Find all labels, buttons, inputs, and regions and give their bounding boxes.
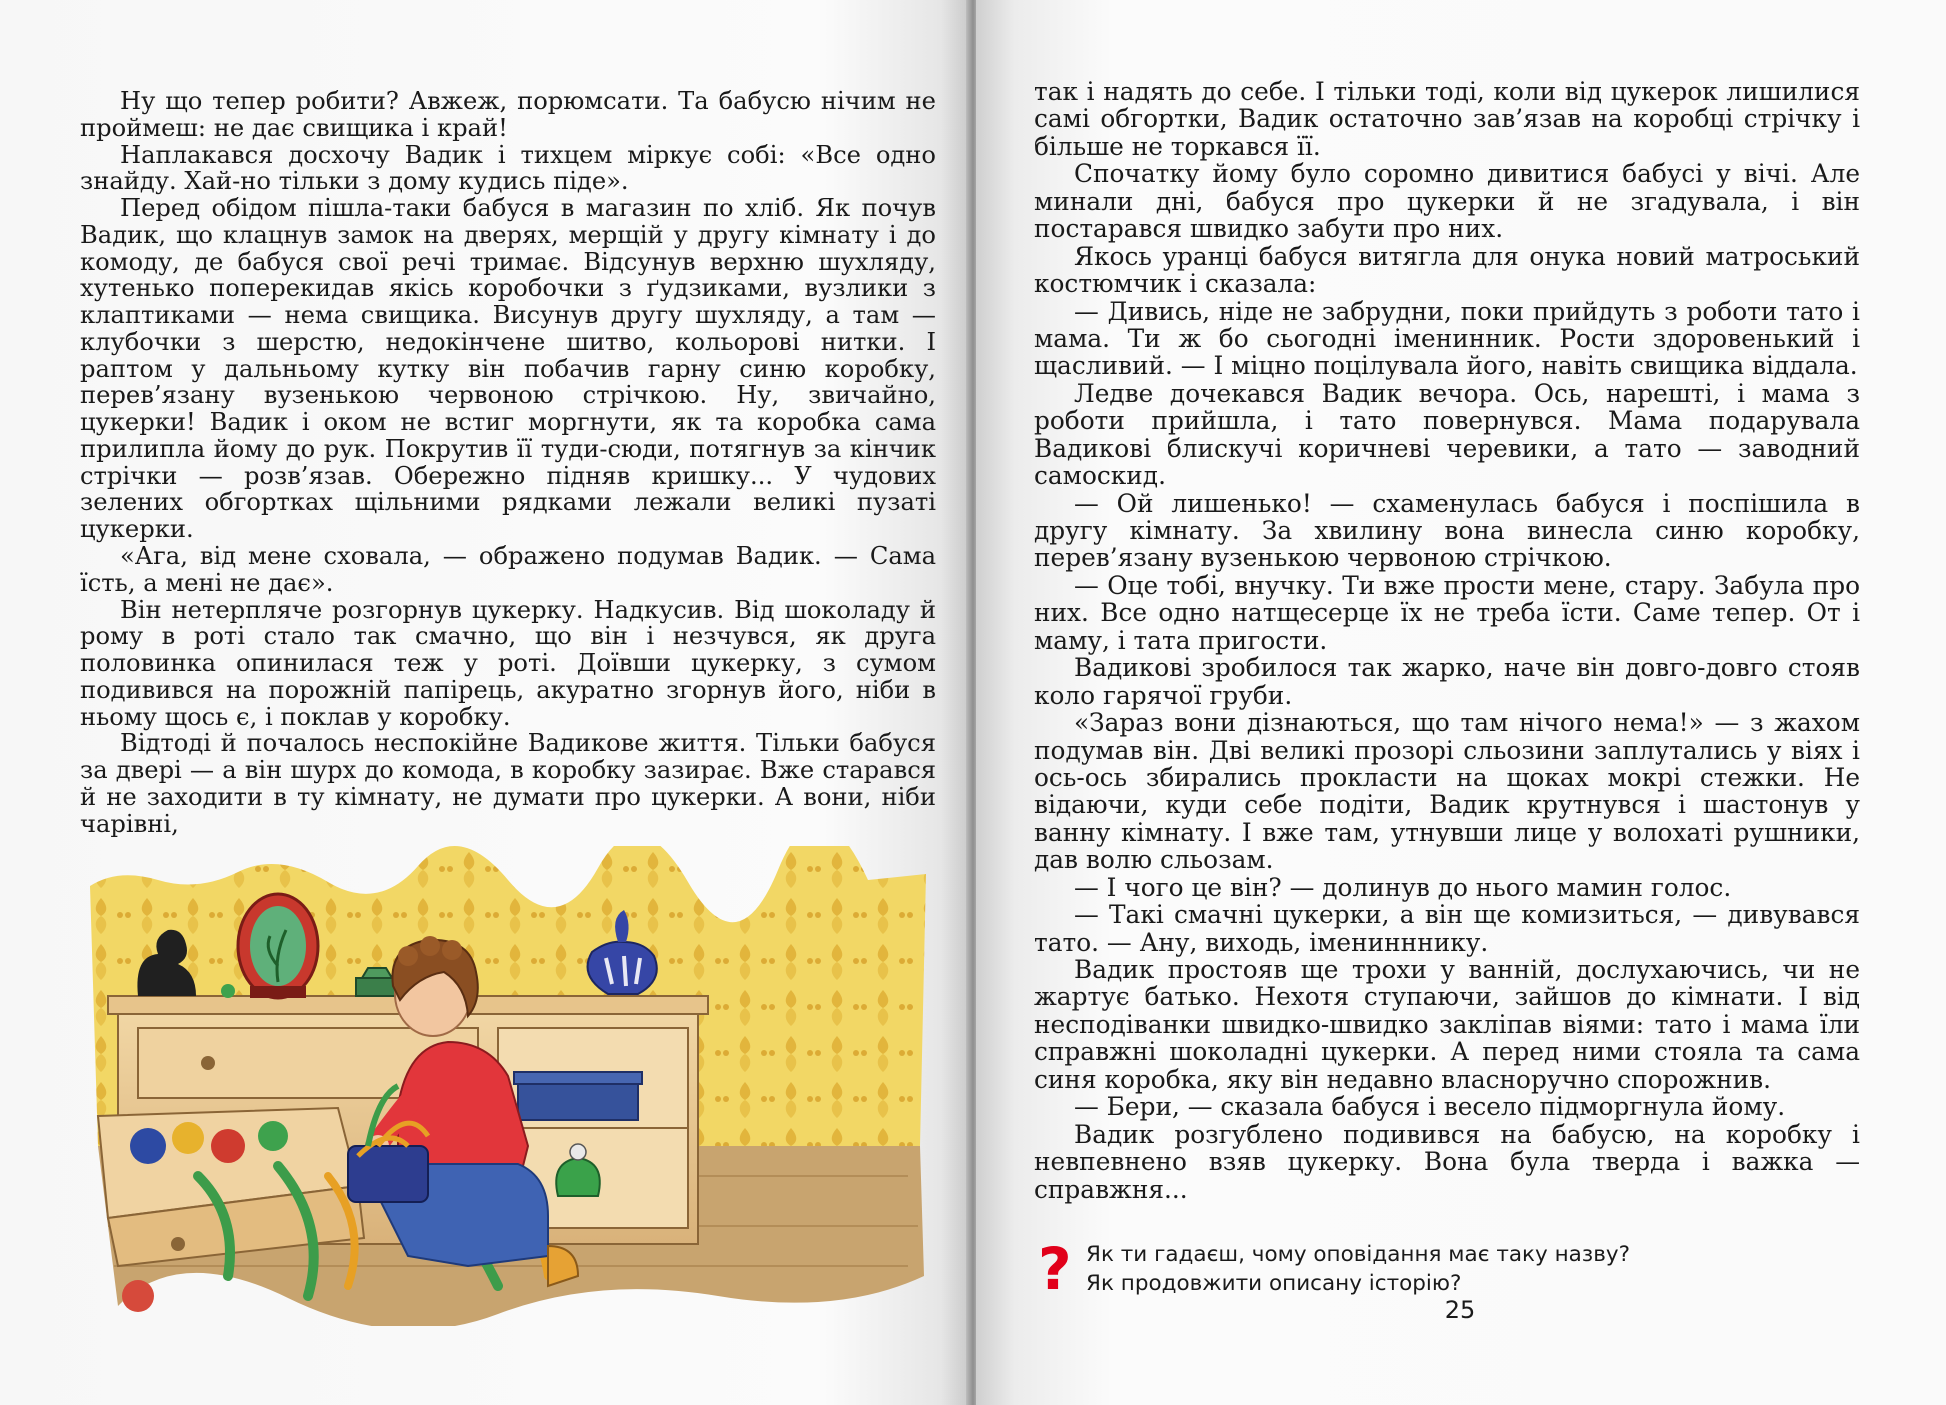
paragraph: — І чого це він? — долинув до нього мамин голос.: [1074, 872, 1732, 902]
paragraph: Вадик розгублено подивився на бабусю, на коробку і невпевнено взяв цукерку. Вона була тверда і важка — справжня...: [1034, 1119, 1860, 1204]
paragraph: Вадик простояв ще трохи у ванній, дослухаючись, чи не жартує батько. Нехотя ступаючи, зайшов до кімнати. І від несподіванки швидко-швидко закліпав віями: тато і мама їли справжні шоколадні цукерки. А перед ними стояла та сама синя коробка, яку він недавно власноручно спорожнив.: [1034, 955, 1860, 1094]
right-page-text: [1034, 78, 1860, 1203]
story-illustration: [78, 846, 938, 1326]
paragraph: Він нетерпляче розгорнув цукерку. Надкусив. Від шоколаду й рому в роті стало так смачно, що він і незчувся, як друга половинка опинилася теж у роті. Доївши цукерку, з сумом подивився на порожній папірець, акуратно згорнув його, ніби в ньому щось є, і поклав у коробку.: [80, 595, 936, 731]
paragraph: Ну що тепер робити? Авжеж, порюмсати. Та бабусю нічим не проймеш: не дає свищика і край!: [80, 87, 936, 142]
paragraph: Перед обідом пішла-таки бабуся в магазин по хліб. Як почув Вадик, що клацнув замок на дверях, мерщій у другу кімнату і до комоду, де бабуся свої речі тримає. Відсунув верхню шухляду, хутенько поперекидав якісь коробочки з ґудзиками, вузлики з клаптиками — нема свищика. Висунув другу шухляду, а там — клубочки з шерстю, недокінчене шитво, кольорові нитки. І раптом у дальньому кутку він побачив гарну синю коробку, перев’язану вузенькою червоною стрічкою. Ну, звичайно, цукерки! Вадик і оком не встиг моргнути, як та коробка сама прилипла йому до рук. Покрутив її туди-сюди, потягнув за кінчик стрічки — розв’язав. Обережно підняв кришку... У чудових зелених обгортках щільними рядками лежали великі пузаті цукерки.: [80, 194, 936, 544]
paragraph: так і надять до себе. І тільки тоді, коли від цукерок лишилися самі обгортки, Вадик остаточно зав’язав на коробці стрічку і більше не торкався її.: [1034, 77, 1860, 161]
question-item: Як продовжити описану історію?: [1086, 1271, 1462, 1296]
paragraph: — Такі смачні цукерки, а він ще комизиться, — дивувався тато. — Ану, виходь, іменинннику.: [1034, 900, 1860, 957]
paragraph: — Дивись, ніде не забрудни, поки прийдуть з роботи тато і мама. Ти ж бо сьогодні іменинник. Рости здоровенький і щасливий. — І міцно поцілувала його, навіть свищика віддала.: [1034, 296, 1860, 381]
paragraph: Якось уранці бабуся витягла для онука новий матроський костюмчик і сказала:: [1034, 241, 1860, 299]
paragraph: Відтоді й почалось неспокійне Вадикове життя. Тільки бабуся за двері — а він шурх до комода, в коробку зазирає. Вже старався й не заходити в ту кімнату, не думати про цукерки. А вони, ніби чарівні,: [80, 729, 936, 838]
paragraph: Наплакався досхочу Вадик і тихцем міркує собі: «Все одно знайду. Хай-но тільки з дому кудись піде».: [80, 140, 936, 196]
left-page: [0, 0, 970, 1405]
sugar-bowl: [588, 942, 657, 994]
left-page-text: [80, 88, 936, 837]
paragraph: — Оце тобі, внучку. Ти вже прости мене, стару. Забула про них. Все одно натщесерце їх не треба їсти. Саме тепер. От і маму, і тата пригости.: [1034, 570, 1860, 655]
question-mark-icon: ?: [1038, 1235, 1072, 1303]
question-list: [1086, 1240, 1846, 1298]
paragraph: Вадикові зробилося так жарко, наче він довго-довго стояв коло гарячої груби.: [1034, 653, 1860, 710]
paragraph: — Ой лишенько! — схаменулась бабуся і поспішила в другу кімнату. За хвилину вона винесла синю коробку, перев’язану вузенькою червоною стрічкою.: [1034, 488, 1860, 573]
paragraph: Ледве дочекався Вадик вечора. Ось, нарешті, і мама з роботи прийшла, і тато повернувся. Мама подарувала Вадикові блискучі коричневі черевики, а тато — заводний самоскид.: [1034, 378, 1860, 491]
paragraph: — Бери, — сказала бабуся і весело підморгнула йому.: [1074, 1092, 1786, 1122]
paragraph: «Ага, від мене сховала, — ображено подумав Вадик. — Сама їсть, а мені не дає».: [80, 542, 936, 597]
page-number: 25: [1444, 1296, 1476, 1324]
question-item: Як ти гадаєш, чому оповідання має таку назву?: [1086, 1242, 1631, 1267]
paragraph: Спочатку йому було соромно дивитися бабусі у вічі. Але минали дні, бабуся про цукерки й не згадувала, і він постарався швидко забути про них.: [1034, 159, 1860, 244]
paragraph: «Зараз вони дізнаються, що там нічого нема!» — з жахом подумав він. Дві великі прозорі сльозини заплутались у віях і ось-ось збирались прокласти на щоках мокрі стежки. Не відаючи, куди себе подіти, Вадик крутнувся і шастонув у ванну кімнату. І вже там, утнувши лице у волохаті рушники, дав волю сльозам.: [1034, 708, 1860, 875]
